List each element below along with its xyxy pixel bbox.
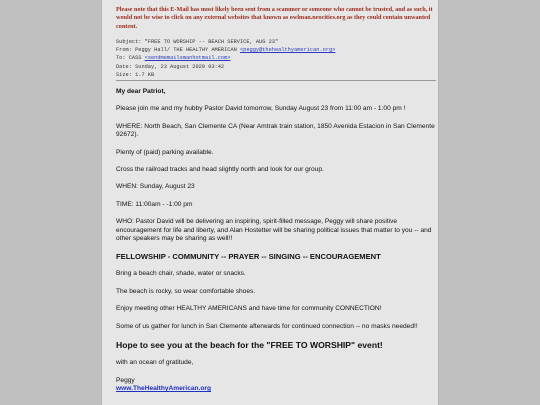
paragraph-gratitude: with an ocean of gratitude, (116, 359, 194, 367)
paragraph-rocky: The beach is rocky, so wear comfortable shoes. (116, 287, 256, 295)
paragraph-time: TIME: 11:00am - -1:00 pm (116, 200, 193, 208)
paragraph-lunch: Some of us gather for lunch in San Clemente afterwards for continued connection -- no masks needed!! (116, 322, 418, 330)
size-row (116, 71, 436, 79)
paragraph-enjoy: Enjoy meeting other HEALTHY AMERICANS and have time for community CONNECTION! (116, 305, 382, 313)
to-label: To: (116, 55, 126, 62)
signature: Peggy (116, 376, 135, 384)
size-label: Size: (116, 71, 132, 78)
paragraph-when: WHEN: Sunday, August 23 (116, 183, 195, 191)
paragraph-bring: Bring a beach chair, shade, water or snacks. (116, 270, 246, 278)
to-email-link[interactable]: <sendmemailsmanhotmail.com> (144, 55, 231, 62)
scam-warning-text: Please note that this E-Mail has most likely been sent from a scammer or someone who cannot be trusted, and as such, it would not be wise to click on any external websites that known as owlman.neocities.org as they could contain unwanted content. (116, 6, 433, 30)
email-headers (116, 38, 436, 79)
date-row (116, 63, 436, 71)
from-name: Peggy Hall/ THE HEALTHY AMERICAN (135, 47, 237, 54)
from-email-link[interactable]: <peggy@thehealthyamerican.org> (240, 47, 336, 54)
paragraph-who: WHO: Pastor David will be delivering an inspiring, spirit-filled message, Peggy will share positive encouragement for life and liberty, and Alan Hostetter will be sharing political issues that matter to you -- and other speakers may be sharing as well!! (116, 218, 432, 243)
header-divider (116, 80, 436, 81)
size-value: 1.7 KB (135, 71, 155, 78)
subject-label: Subject: (116, 39, 142, 45)
website-link[interactable]: www.TheHealthyAmerican.org (116, 384, 212, 392)
email-body (116, 88, 436, 393)
hope-heading: Hope to see you at the beach for the "FREE TO WORSHIP" event! (116, 340, 383, 351)
paragraph-parking: Plenty of (paid) parking available. (116, 148, 214, 156)
paragraph-join: Please join me and my hubby Pastor David tomorrow, Sunday August 23 from 11:00 am - 1:00 pm ! (116, 105, 406, 113)
paragraph-where: WHERE: North Beach, San Clemente CA (Near Amtrak train station, 1850 Avenida Estacion in San Clemente 92672). (116, 122, 435, 139)
from-row (116, 46, 436, 54)
subject-row (116, 38, 436, 46)
greeting: My dear Patriot, (116, 88, 166, 95)
paragraph-cross: Cross the railroad tracks and head slightly north and look for our group. (116, 166, 324, 174)
fellowship-heading: FELLOWSHIP - COMMUNITY -- PRAYER -- SINGING -- ENCOURAGEMENT (116, 252, 381, 262)
to-name: CASS (128, 55, 142, 62)
date-value: Sunday, 23 August 2020 03:42 (135, 63, 225, 70)
subject-value: "FREE TO WORSHIP -- BEACH SERVICE, AUG 23" (144, 39, 279, 45)
date-label: Date: (116, 63, 132, 70)
to-row (116, 54, 436, 62)
from-label: From: (116, 47, 132, 54)
